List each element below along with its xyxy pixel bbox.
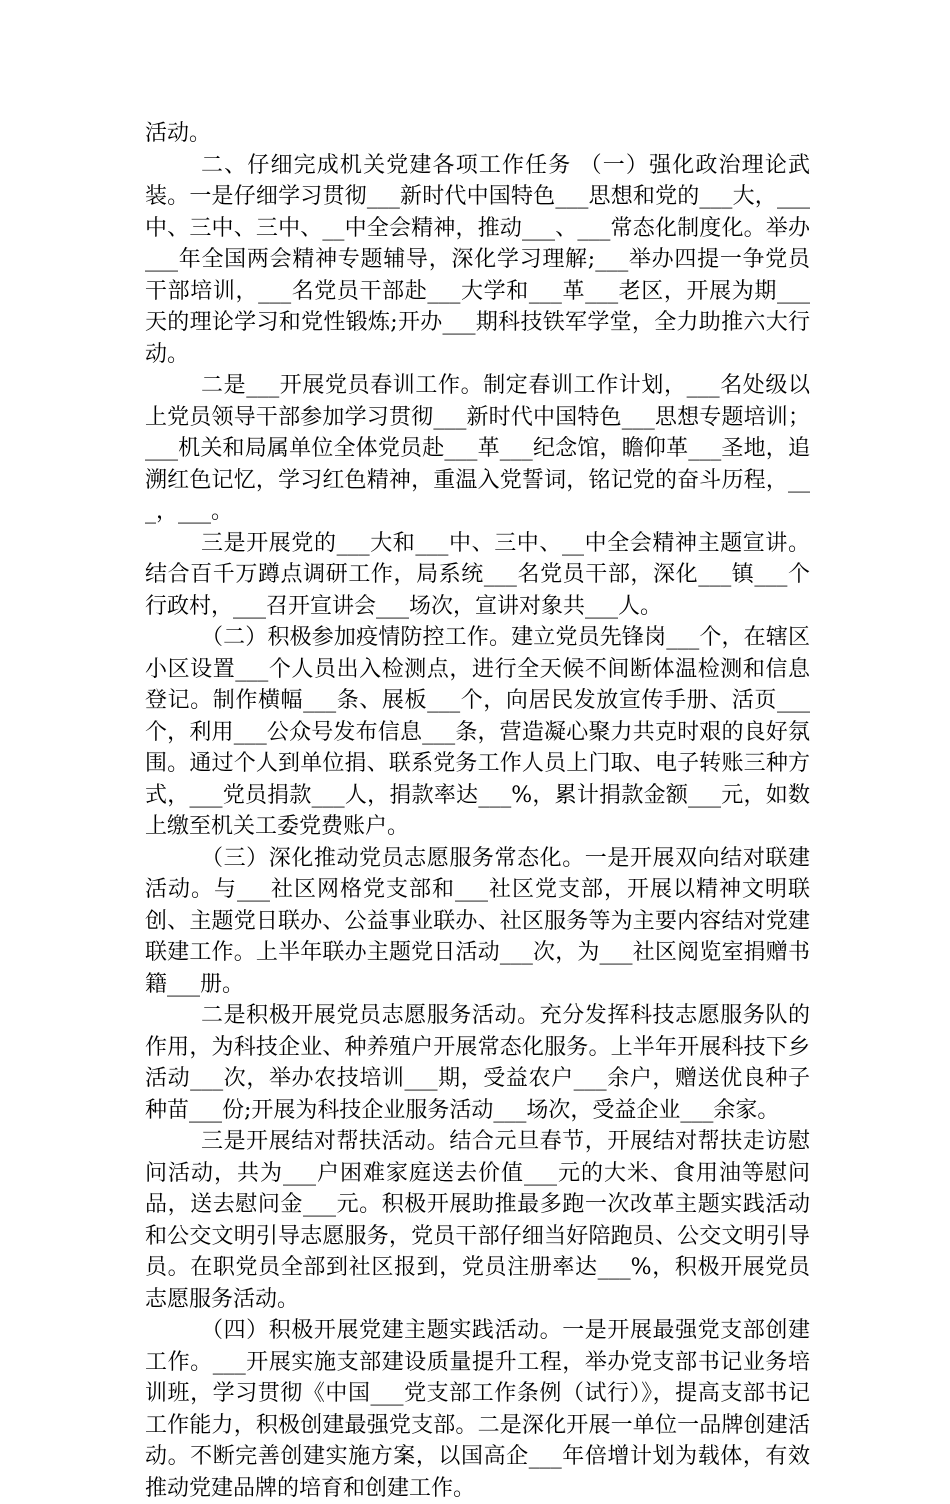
paragraph-epidemic-prevention: （二）积极参加疫情防控工作。建立党员先锋岗___个，在辖区小区设置___个人员出入检测点，进行全天候不间断体温检测和信息登记。制作横幅___条、展板___个，向居民发放宣传手册、活页___个，利用___公众号发布信息___条，营造凝心聚力共克时艰的良好氛围。通过个人到单位捐、联系党务工作人员上门取、电子转账三种方式，___党员捐款___人，捐款率达___%，累计捐款金额___元，如数上缴至机关工委党费账户。 [145, 625, 810, 839]
paragraph-section-two-theory: 二、仔细完成机关党建各项工作任务 （一）强化政治理论武装。一是仔细学习贯彻___新时代中国特色___思想和党的___大，___中、三中、三中、__中全会精神，推动___、___常态化制度化。举办___年全国两会精神专题辅导，深化学习理解;___举办四提一争党员干部培训，___名党员干部赴___大学和___革___老区，开展为期___天的理论学习和党性锻炼;开办___期科技铁军学堂，全力助推六大行动。 [145, 152, 810, 367]
paragraph-theme-lecture: 三是开展党的___大和___中、三中、__中全会精神主题宣讲。结合百千万蹲点调研工作，局系统___名党员干部，深化___镇___个行政村，___召开宣讲会___场次，宣讲对象共___人。 [145, 530, 810, 619]
paragraph-spring-training: 二是___开展党员春训工作。制定春训工作计划，___名处级以上党员领导干部参加学习贯彻___新时代中国特色___思想专题培训；___机关和局属单位全体党员赴___革___纪念馆，瞻仰革___圣地，追溯红色记忆，学习红色精神，重温入党誓词，铭记党的奋斗历程，___，___。 [145, 373, 810, 524]
paragraph-paired-assistance: 三是开展结对帮扶活动。结合元旦春节，开展结对帮扶走访慰问活动，共为___户困难家庭送去价值___元的大米、食用油等慰问品，送去慰问金___元。积极开展助推最多跑一次改革主题实践活动和公交文明引导志愿服务，党员干部仔细当好陪跑员、公交文明引导员。在职党员全部到社区报到，党员注册率达___%，积极开展党员志愿服务活动。 [145, 1129, 810, 1312]
paragraph-tech-volunteer: 二是积极开展党员志愿服务活动。充分发挥科技志愿服务队的作用，为科技企业、种养殖户开展常态化服务。上半年开展科技下乡活动___次，举办农技培训___期，受益农户___余户，赠送优良种子种苗___份;开展为科技企业服务活动___场次，受益企业___余家。 [145, 1003, 810, 1123]
paragraph-volunteer-service: （三）深化推动党员志愿服务常态化。一是开展双向结对联建活动。与___社区网格党支部和___社区党支部，开展以精神文明联创、主题党日联办、公益事业联办、社区服务等为主要内容结对党建联建工作。上半年联办主题党日活动___次，为___社区阅览室捐赠书籍___册。 [145, 845, 810, 997]
document-body [145, 118, 810, 1504]
paragraph-continuation: 活动。 [145, 121, 212, 146]
paragraph-theme-practice: （四）积极开展党建主题实践活动。一是开展最强党支部创建工作。___开展实施支部建设质量提升工程，举办党支部书记业务培训班，学习贯彻《中国___党支部工作条例（试行）》，提高支部书记工作能力，积极创建最强党支部。二是深化开展一单位一品牌创建活动。不断完善创建实施方案，以国高企___年倍增计划为载体，有效推动党建品牌的培育和创建工作。 [145, 1318, 810, 1501]
